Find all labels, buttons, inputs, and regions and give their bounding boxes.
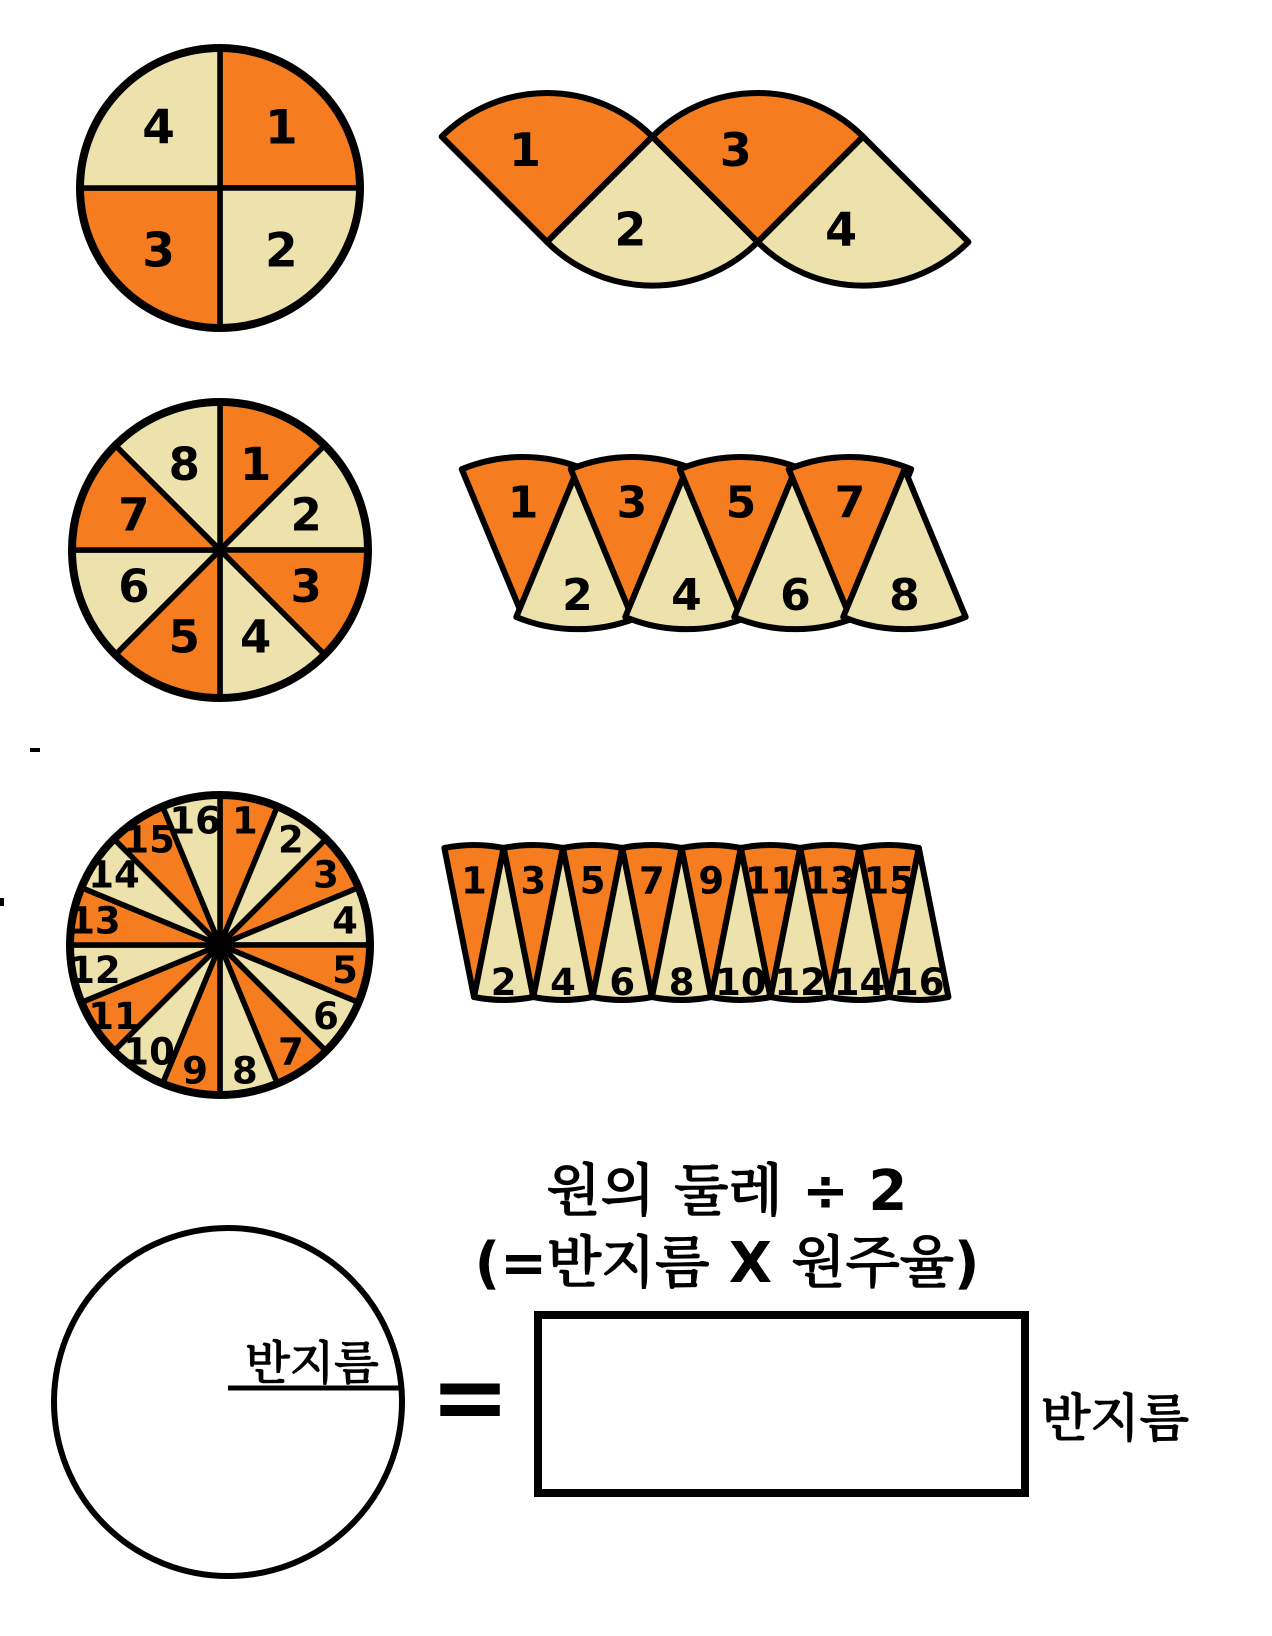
circle-16-sector-label-10: 10	[123, 1030, 175, 1074]
circle-4-sector-label-3: 3	[142, 223, 175, 279]
circle-16-unrolled-fan	[444, 845, 948, 1004]
formula-title-line1: 원의 둘레 ÷ 2	[546, 1159, 908, 1224]
formula-title	[437, 1156, 1017, 1300]
circle-16-sector-label-12: 12	[69, 949, 121, 993]
circle-16-piece-label-6: 6	[609, 961, 636, 1005]
equals-sign: =	[430, 1343, 510, 1453]
circle-8-sector-label-8: 8	[168, 438, 200, 492]
circle-4-unrolled-fan	[442, 93, 969, 286]
circle-16-sector-label-5: 5	[332, 949, 358, 993]
circle-16-pie	[69, 795, 370, 1095]
circle-16-sector-label-3: 3	[313, 853, 339, 897]
circle-4-piece-label-2: 2	[614, 202, 647, 257]
circle-16-piece-label-11: 11	[744, 859, 797, 903]
circle-8-piece-label-2: 2	[562, 569, 593, 621]
circle-16-sector-label-16: 16	[169, 799, 221, 843]
circle-16-sector-label-7: 7	[277, 1030, 304, 1074]
stray-mark-speck	[0, 898, 4, 906]
circle-16-piece-label-1: 1	[461, 859, 487, 903]
formula-title-line2: (=반지름 X 원주율)	[474, 1231, 980, 1296]
circle-4-sector-label-2: 2	[265, 223, 298, 279]
circle-16-sector-label-2: 2	[277, 818, 304, 862]
circle-4-piece-label-1: 1	[508, 123, 542, 178]
circle-8-piece-label-5: 5	[725, 477, 757, 529]
circle-16-piece-label-8: 8	[668, 961, 695, 1005]
circle-8-sector-label-7: 7	[118, 488, 150, 542]
circle-8-sector-label-5: 5	[168, 610, 200, 664]
circle-16-piece-label-2: 2	[490, 961, 517, 1005]
circle-8-piece-label-4: 4	[671, 569, 702, 621]
circle-8-piece-label-8: 8	[889, 569, 920, 621]
formula-answer-box	[538, 1315, 1025, 1493]
rectangle-height-label: 반지름	[1041, 1390, 1189, 1449]
circle-8-sector-label-2: 2	[290, 488, 322, 542]
circle-8-piece-label-1: 1	[507, 477, 539, 529]
circle-16-piece-label-9: 9	[698, 859, 725, 903]
circle-16-sector-label-1: 1	[231, 799, 258, 843]
circle-8-sector-label-4: 4	[240, 610, 272, 664]
circle-8-unrolled-fan	[462, 457, 966, 629]
circle-16-piece-label-12: 12	[774, 961, 826, 1005]
circle-8-sector-label-6: 6	[118, 559, 150, 613]
circle-16-sector-label-11: 11	[88, 995, 140, 1039]
circle-16-sector-label-9: 9	[182, 1049, 209, 1093]
circle-4-piece-label-3: 3	[719, 123, 752, 178]
circle-16-piece-label-15: 15	[863, 859, 915, 903]
circle-8-piece-label-7: 7	[834, 477, 866, 529]
circle-8-sector-label-1: 1	[240, 438, 272, 492]
circle-16-sector-label-15: 15	[123, 818, 175, 862]
circle-16-piece-label-10: 10	[715, 961, 767, 1005]
circle-16-piece-label-3: 3	[520, 859, 547, 903]
plain-circle	[54, 1228, 402, 1576]
circle-8-pie	[72, 402, 368, 698]
circle-8-piece-label-3: 3	[616, 477, 648, 529]
circle-16-piece-label-16: 16	[893, 961, 945, 1005]
stray-mark-dash	[30, 748, 40, 752]
circle-16-sector-label-13: 13	[69, 899, 121, 943]
circle-16-piece-label-5: 5	[579, 859, 606, 903]
circle-4-pie	[80, 48, 360, 328]
circle-8-sector-label-3: 3	[290, 559, 322, 613]
circle-16-sector-label-6: 6	[313, 995, 339, 1039]
circle-radius-label: 반지름	[245, 1336, 379, 1390]
circle-16-piece-label-14: 14	[833, 961, 886, 1005]
circle-16-piece-label-4: 4	[550, 961, 576, 1005]
circle-8-piece-label-6: 6	[780, 569, 811, 621]
circle-16-sector-label-4: 4	[332, 899, 358, 943]
circle-4-sector-label-4: 4	[142, 100, 175, 156]
circle-4-piece-label-4: 4	[825, 202, 858, 257]
circle-16-piece-label-7: 7	[639, 859, 665, 903]
circle-16-sector-label-14: 14	[88, 853, 140, 897]
circle-16-piece-label-13: 13	[804, 859, 856, 903]
circle-16-sector-label-8: 8	[231, 1049, 258, 1093]
circle-4-sector-label-1: 1	[265, 100, 298, 156]
